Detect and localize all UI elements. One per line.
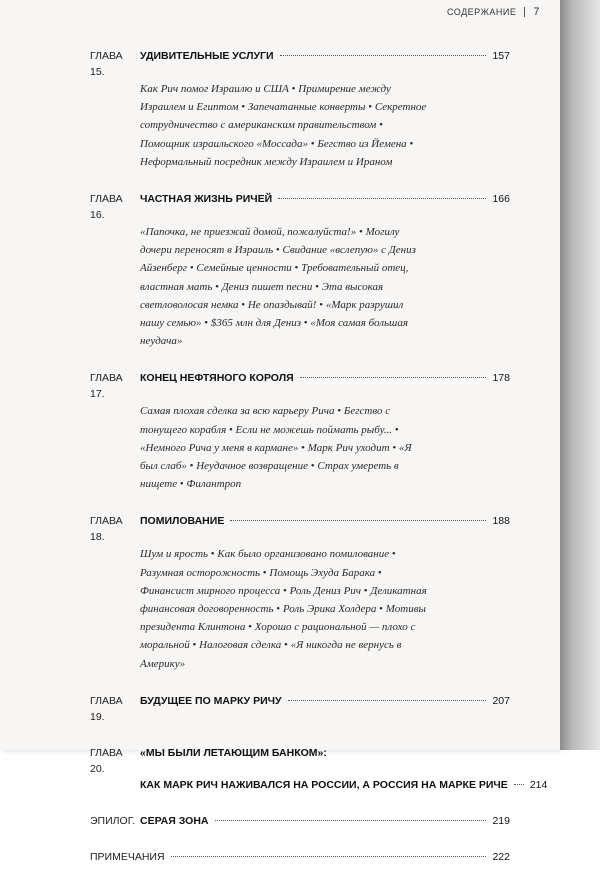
summary-item: Филантроп xyxy=(186,478,242,491)
chapter-title: ЧАСТНАЯ ЖИЗНЬ РИЧЕЙ xyxy=(140,193,273,206)
summary-item: «Я был слаб» xyxy=(140,441,412,473)
bullet-separator: • xyxy=(276,603,281,616)
summary-item: Если не можешь поймать рыбу... xyxy=(235,423,393,436)
summary-item: Запечатанные конверты xyxy=(247,101,366,114)
summary-item: Роль Дениз Рич xyxy=(289,584,362,597)
dot-leader xyxy=(514,784,524,785)
summary-item: Могилу дочери переносят в Израиль xyxy=(140,226,400,257)
chapter-label: ГЛАВА 15. xyxy=(90,50,123,78)
dot-leader xyxy=(278,198,486,199)
toc-entry-chapter-20[interactable] xyxy=(90,745,548,793)
chapter-summary xyxy=(140,545,430,672)
chapter-summary xyxy=(140,223,430,350)
dot-leader xyxy=(288,700,487,701)
bullet-separator: • xyxy=(291,83,296,95)
summary-item: Неудачное возвращение xyxy=(196,460,309,473)
bullet-separator: • xyxy=(363,584,368,597)
chapter-label: ГЛАВА 16. xyxy=(90,193,123,222)
table-of-contents xyxy=(90,48,548,885)
summary-item: Как Рич помог Израилю и США xyxy=(140,83,289,95)
bullet-separator: • xyxy=(282,584,287,597)
bullet-separator: • xyxy=(283,639,288,652)
summary-item: «Немного Рича у меня в кармане» xyxy=(140,441,299,454)
summary-item: «Папочка, не приезжай домой, пожалуйста!» xyxy=(140,226,357,239)
dot-leader xyxy=(300,377,487,378)
bullet-separator: • xyxy=(391,548,396,561)
running-head-separator xyxy=(524,7,525,17)
bullet-separator: • xyxy=(379,119,383,132)
bullet-separator: • xyxy=(310,137,315,150)
summary-item: Страх умереть в нищете xyxy=(140,460,399,491)
summary-item: Роль Эрика Холдера xyxy=(282,603,377,616)
dot-leader xyxy=(171,856,487,857)
summary-item: Деликатная финансовая договоренность xyxy=(140,584,427,616)
bullet-separator: • xyxy=(310,460,315,473)
toc-entry-heading xyxy=(90,693,510,725)
chapter-summary xyxy=(140,80,430,171)
summary-item: «Моя самая большая неудача» xyxy=(140,317,408,348)
toc-entry-heading xyxy=(90,370,510,402)
summary-item: Неформальный посредник между Израилем и Ираном xyxy=(140,155,393,168)
chapter-title: «МЫ БЫЛИ ЛЕТАЮЩИМ БАНКОМ»: xyxy=(140,746,327,759)
summary-item: Секретное сотрудничество с американским правительством xyxy=(140,101,427,132)
summary-item: Не опаздывай! xyxy=(247,298,317,311)
bullet-separator: • xyxy=(358,226,363,239)
toc-entry-chapter-17[interactable] xyxy=(90,370,510,493)
bullet-separator: • xyxy=(294,262,299,275)
bullet-separator: • xyxy=(315,280,319,293)
bullet-separator: • xyxy=(262,566,267,579)
bullet-separator: • xyxy=(301,441,305,454)
page-edge-shadow xyxy=(560,0,600,750)
page-number: 157 xyxy=(492,50,510,62)
toc-entry-heading xyxy=(90,849,510,865)
summary-item: Семейные ценности xyxy=(196,262,292,275)
toc-entry-notes[interactable] xyxy=(90,849,510,865)
chapter-label: ГЛАВА 17. xyxy=(90,372,123,401)
summary-item: Примирение между Израилем и Египтом xyxy=(140,83,391,114)
page-number: 188 xyxy=(492,515,510,528)
bullet-separator: • xyxy=(275,244,280,257)
summary-item: Помощь Эхуда Барака xyxy=(269,566,376,579)
summary-item: Помощник израильского «Моссада» xyxy=(140,137,308,150)
toc-entry-heading xyxy=(90,745,510,777)
summary-item: $365 млн для Дениз xyxy=(210,317,302,330)
bullet-separator: • xyxy=(337,405,342,418)
bullet-separator: • xyxy=(210,548,215,561)
chapter-label: ГЛАВА 20. xyxy=(90,746,123,775)
toc-entry-heading xyxy=(90,813,510,829)
page-number: 207 xyxy=(492,694,510,707)
bullet-separator: • xyxy=(241,101,246,114)
page-number: 166 xyxy=(492,193,510,206)
chapter-label: ГЛАВА 18. xyxy=(90,515,123,544)
bullet-separator: • xyxy=(248,621,252,634)
summary-item: Марк Рич уходит xyxy=(307,441,390,454)
bullet-separator: • xyxy=(394,423,399,436)
bullet-separator: • xyxy=(215,280,219,293)
bullet-separator: • xyxy=(392,441,397,454)
page-number: 222 xyxy=(492,850,510,863)
bullet-separator: • xyxy=(192,639,197,652)
summary-item: Дениз пишет песни xyxy=(221,280,313,293)
bullet-separator: • xyxy=(228,423,233,436)
bullet-separator: • xyxy=(368,101,373,114)
bullet-separator: • xyxy=(204,317,209,330)
bullet-separator: • xyxy=(179,478,184,491)
chapter-title: БУДУЩЕЕ ПО МАРКУ РИЧУ xyxy=(140,694,282,707)
bullet-separator: • xyxy=(379,603,384,616)
running-head-section: СОДЕРЖАНИЕ xyxy=(446,7,517,17)
summary-item: Мотивы президента Клинтона xyxy=(140,603,426,634)
summary-item: Требовательный отец, властная мать xyxy=(140,262,409,293)
toc-entry-chapter-18[interactable] xyxy=(90,513,510,672)
bullet-separator: • xyxy=(409,137,414,150)
chapter-title: КОНЕЦ НЕФТЯНОГО КОРОЛЯ xyxy=(140,372,294,385)
chapter-summary xyxy=(140,402,430,493)
toc-entry-chapter-15[interactable] xyxy=(90,48,510,171)
page-number: 219 xyxy=(492,814,510,827)
page-number: 178 xyxy=(492,372,510,385)
summary-item: Шум и ярость xyxy=(140,548,209,561)
chapter-title-line2: КАК МАРК РИЧ НАЖИВАЛСЯ НА РОССИИ, А РОССИЯ НА МАРКЕ РИЧЕ xyxy=(140,778,508,791)
summary-item: Свидание «вслепую» с Дениз Айзенберг xyxy=(140,244,416,275)
toc-entry-heading xyxy=(90,513,510,545)
toc-entry-heading xyxy=(90,48,510,80)
bullet-separator: • xyxy=(241,298,246,311)
summary-item: «Марк разрушил нашу семью» xyxy=(140,298,404,330)
summary-item: Эта высокая светловолосая немка xyxy=(140,280,384,311)
summary-item: Бегство с тонущего корабля xyxy=(140,405,391,436)
dot-leader xyxy=(230,520,486,521)
chapter-title: СЕРАЯ ЗОНА xyxy=(140,814,209,827)
bullet-separator: • xyxy=(377,566,382,579)
page-number: 214 xyxy=(529,778,548,791)
toc-entry-chapter-19[interactable] xyxy=(90,693,510,725)
summary-item: Налоговая сделка xyxy=(199,639,282,652)
bullet-separator: • xyxy=(189,460,194,473)
running-head xyxy=(447,6,540,18)
toc-entry-epilogue[interactable] xyxy=(90,813,510,829)
summary-item: Хорошо с рациональной — плохо с моральной xyxy=(140,621,416,652)
running-head-page-number: 7 xyxy=(533,6,540,18)
chapter-title: УДИВИТЕЛЬНЫЕ УСЛУГИ xyxy=(140,50,274,62)
summary-item: Как было организовано помилование xyxy=(217,548,390,561)
summary-item: Разумная осторожность xyxy=(140,566,261,579)
summary-item: Бегство из Йемена xyxy=(317,137,407,150)
notes-label: ПРИМЕЧАНИЯ xyxy=(90,850,165,863)
bullet-separator: • xyxy=(319,298,324,311)
toc-entry-heading xyxy=(90,191,510,223)
toc-entry-chapter-16[interactable] xyxy=(90,191,510,350)
chapter-label: ГЛАВА 19. xyxy=(90,694,123,723)
chapter-title: ПОМИЛОВАНИЕ xyxy=(140,515,225,528)
summary-item: Самая плохая сделка за всю карьеру Рича xyxy=(140,405,335,418)
chapter-label: ЭПИЛОГ. xyxy=(90,814,136,827)
summary-item: Финансист мирного процесса xyxy=(140,584,281,597)
chapter-title-continuation xyxy=(140,777,548,793)
bullet-separator: • xyxy=(303,317,308,330)
summary-item: «Я никогда не вернусь в Америку» xyxy=(140,639,402,670)
bullet-separator: • xyxy=(189,262,194,275)
dot-leader xyxy=(280,55,487,56)
dot-leader xyxy=(215,820,487,821)
